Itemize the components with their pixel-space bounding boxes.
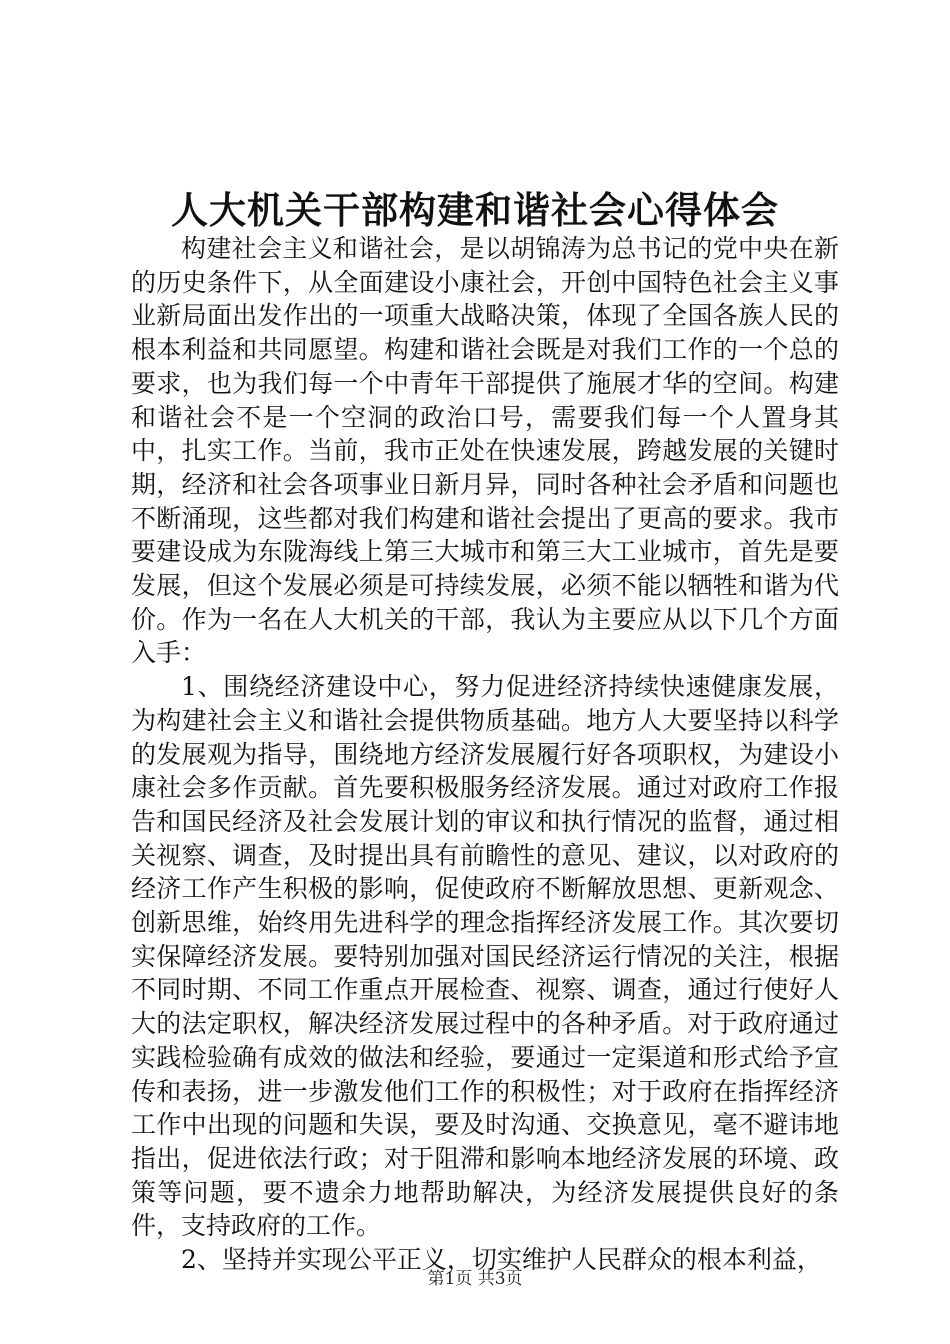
document-body bbox=[131, 232, 839, 1277]
page-number-footer: 第1页 共3页 bbox=[427, 1269, 523, 1289]
paragraph-point-2: 2、坚持并实现公平正义，切实维护人民群众的根本利益， bbox=[181, 1245, 822, 1275]
document-title: 人大机关干部构建和谐社会心得体会 bbox=[171, 188, 779, 232]
paragraph-intro: 构建社会主义和谐社会，是以胡锦涛为总书记的党中央在新的历史条件下，从全面建设小康社会，开创中国特色社会主义事业新局面出发作出的一项重大战略决策，体现了全国各族人民的根本利益和共同愿望。构建和谐社会既是对我们工作的一个总的要求，也为我们每一个中青年干部提供了施展才华的空间。构建和谐社会不是一个空洞的政治口号，需要我们每一个人置身其中，扎实工作。当前，我市正处在快速发展，跨越发展的关键时期，经济和社会各项事业日新月异，同时各种社会矛盾和问题也不断涌现，这些都对我们构建和谐社会提出了更高的要求。我市要建设成为东陇海线上第三大城市和第三大工业城市，首先是要发展，但这个发展必须是可持续发展，必须不能以牺牲和谐为代价。作为一名在人大机关的干部，我认为主要应从以下几个方面入手： bbox=[131, 234, 839, 668]
paragraph-point-1: 1、围绕经济建设中心，努力促进经济持续快速健康发展，为构建社会主义和谐社会提供物质基础。地方人大要坚持以科学的发展观为指导，围绕地方经济发展履行好各项职权，为建设小康社会多作贡献。首先要积极服务经济发展。通过对政府工作报告和国民经济及社会发展计划的审议和执行情况的监督，通过相关视察、调查，及时提出具有前瞻性的意见、建议，以对政府的经济工作产生积极的影响，促使政府不断解放思想、更新观念、创新思维，始终用先进科学的理念指挥经济发展工作。其次要切实保障经济发展。要特别加强对国民经济运行情况的关注，根据不同时期、不同工作重点开展检查、视察、调查，通过行使好人大的法定职权，解决经济发展过程中的各种矛盾。对于政府通过实践检验确有成效的做法和经验，要通过一定渠道和形式给予宣传和表扬，进一步激发他们工作的积极性；对于政府在指挥经济工作中出现的问题和失误，要及时沟通、交换意见，毫不避讳地指出，促进依法行政；对于阻滞和影响本地经济发展的环境、政策等问题，要不遗余力地帮助解决，为经济发展提供良好的条件，支持政府的工作。 bbox=[131, 672, 839, 1241]
